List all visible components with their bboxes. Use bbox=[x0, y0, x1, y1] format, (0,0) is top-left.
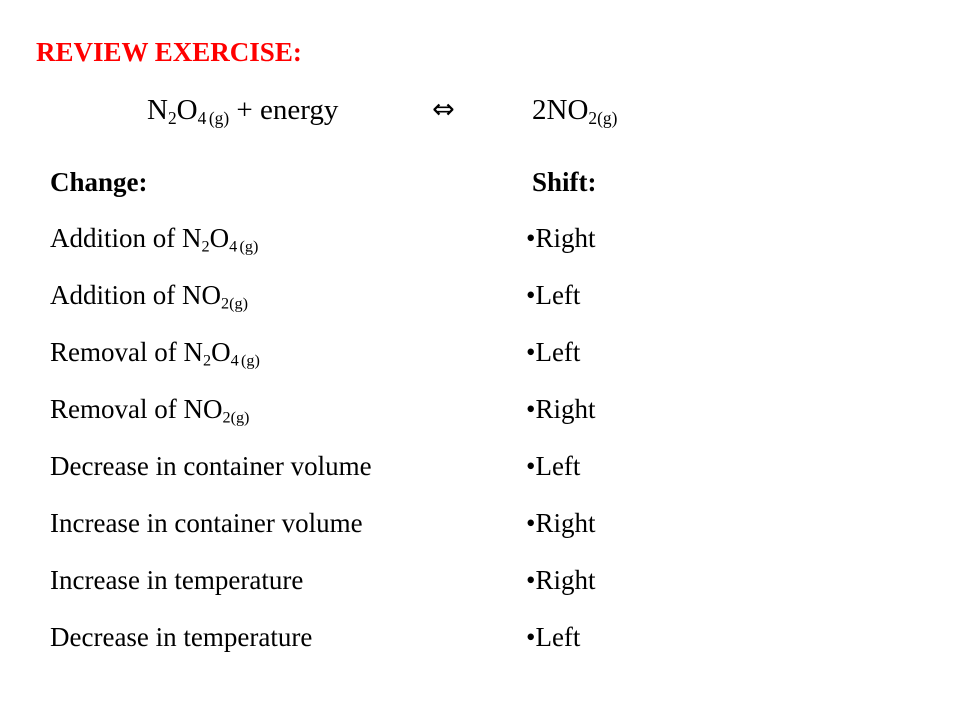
shift-text: •Left bbox=[526, 622, 581, 652]
list-item bbox=[0, 446, 960, 503]
list-item bbox=[0, 617, 960, 674]
change-text: Addition of $N_2O_4$ $_{(g)}$ bbox=[50, 223, 259, 256]
shift-column-header: Shift: bbox=[532, 167, 597, 197]
shift-text: •Right bbox=[526, 565, 596, 595]
shift-text: •Left bbox=[526, 337, 581, 367]
list-item bbox=[0, 218, 960, 275]
shift-text: •Right bbox=[526, 223, 596, 253]
list-item bbox=[0, 275, 960, 332]
change-text: Addition of $NO_{2(g)}$ bbox=[50, 280, 248, 313]
equation-product: $2NO_{2(g)}$ bbox=[532, 94, 618, 128]
change-text: Increase in temperature bbox=[50, 565, 304, 595]
change-text: Decrease in temperature bbox=[50, 622, 313, 652]
list-item bbox=[0, 560, 960, 617]
equation-reactant: $N_2O_4$ $_{(g)}$ + energy bbox=[147, 94, 339, 128]
change-text: Decrease in container volume bbox=[50, 451, 372, 481]
shift-text: •Left bbox=[526, 280, 581, 310]
equilibrium-arrow-icon: ⇔ bbox=[432, 94, 455, 125]
shift-text: •Right bbox=[526, 508, 596, 538]
change-column-header: Change: bbox=[50, 167, 148, 197]
change-text: Removal of $NO_{2(g)}$ bbox=[50, 394, 250, 427]
list-item bbox=[0, 389, 960, 446]
shift-text: •Left bbox=[526, 451, 581, 481]
exercise-title: REVIEW EXERCISE: bbox=[36, 37, 302, 67]
list-item bbox=[0, 503, 960, 560]
change-text: Removal of $N_2O_4$ $_{(g)}$ bbox=[50, 337, 260, 370]
shift-text: •Right bbox=[526, 394, 596, 424]
change-shift-list bbox=[0, 218, 960, 674]
list-item bbox=[0, 332, 960, 389]
chemical-equation bbox=[0, 88, 960, 132]
change-text: Increase in container volume bbox=[50, 508, 363, 538]
